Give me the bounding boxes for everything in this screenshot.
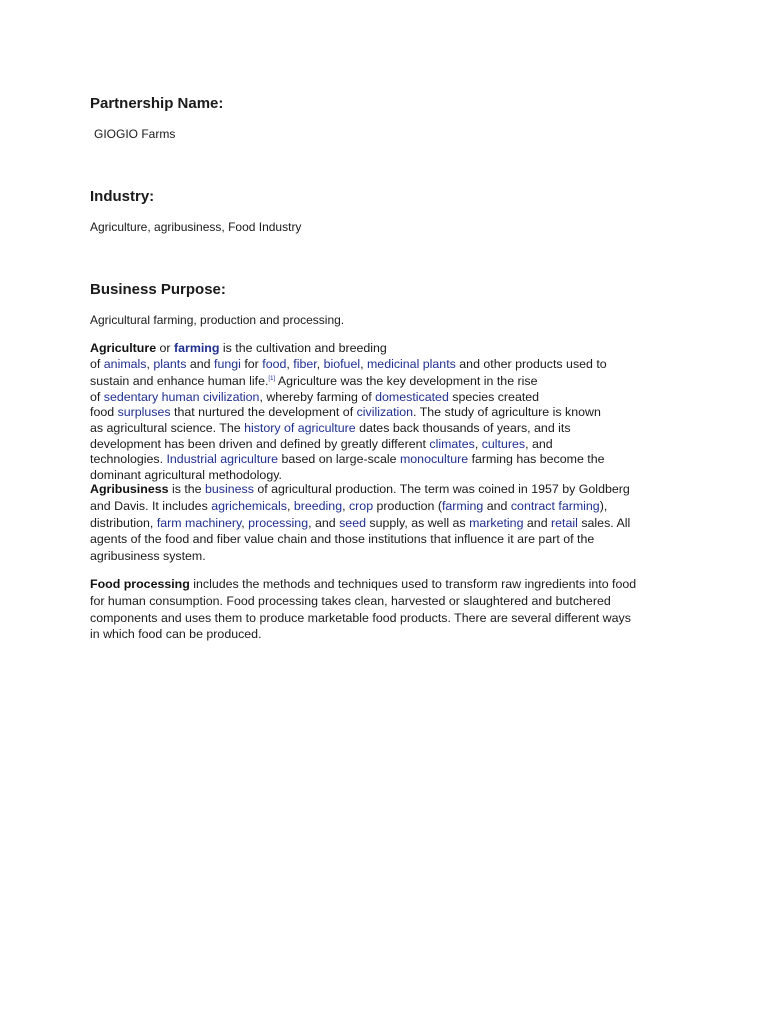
text-run: agribusiness system. [90,549,206,564]
text-run: , whereby farming of [259,389,376,404]
partnership-value: GIOGIO Farms [94,127,176,141]
text-run: as [90,420,107,435]
text-run: production ( [373,498,442,513]
text-run: of [90,356,104,371]
text-run: sales. All [577,515,631,530]
link-farm-machinery[interactable]: farm machinery [156,515,242,530]
link-monoculture[interactable]: monoculture [399,452,469,467]
text-run: or [156,341,174,355]
agriculture-paragraph [90,341,680,483]
link-animals[interactable]: animals [103,356,147,371]
text-run: , [316,356,324,371]
link-marketing[interactable]: marketing [469,515,524,530]
text-run: species created [448,389,540,404]
text-run: ), [599,498,608,513]
text-run: , [241,515,249,530]
link-crop[interactable]: crop [348,498,374,513]
text-run: is the cultivation and breeding [219,341,387,355]
link-civilization[interactable]: civilization [356,405,414,420]
text-run: components and uses them to produce marketable food products. There are several different ways [90,610,631,625]
text-run: Agriculture was the key development in the rise [275,374,538,389]
text-run: , and [308,515,340,530]
text-run: based on large-scale [278,452,400,467]
text-run: development has been driven and defined by greatly different [90,436,430,451]
text-run: includes the methods and techniques used to transform raw ingredients into food [189,577,637,591]
link-farming[interactable]: farming [174,341,220,355]
link-sedentary-civilization[interactable]: sedentary human civilization [103,389,260,404]
link-surpluses[interactable]: surpluses [117,405,171,420]
text-run: distribution, [90,515,157,530]
link-industrial-agriculture[interactable]: Industrial agriculture [166,452,279,467]
text-run: , [286,498,294,513]
text-run: food [90,405,118,420]
text-run: , [146,356,154,371]
text-run: for human consumption. Food processing takes clean, harvested or slaughtered and butchered [90,593,611,608]
link-medicinal-plants[interactable]: medicinal plants [366,356,456,371]
text-run: and other products used to [455,356,607,371]
text-run: , and [525,436,553,451]
link-fungi[interactable]: fungi [214,356,241,371]
agricultural-science-text: agricultural science [106,420,213,435]
text-run: and [483,498,511,513]
agribusiness-term: Agribusiness [90,482,169,496]
link-breeding[interactable]: breeding [293,498,343,513]
text-run: dates back thousands of years, and its [355,420,571,435]
text-run: for [240,356,263,371]
text-run: of agricultural production. The term was coined in 1957 by Goldberg [253,482,630,496]
purpose-heading: Business Purpose: [90,281,226,298]
link-history-of-agriculture[interactable]: history of agriculture [244,420,356,435]
industry-value: Agriculture, agribusiness, Food Industry [90,220,302,234]
link-cultures[interactable]: cultures [481,436,526,451]
text-run: sustain and enhance human life. [90,374,269,389]
text-run: supply, as well as [365,515,470,530]
industry-heading: Industry: [90,188,155,205]
citation-1[interactable]: [1] [268,376,276,383]
text-run: of [90,389,104,404]
text-run: . The study of agriculture is known [413,405,601,420]
link-farming-2[interactable]: farming [441,498,484,513]
text-run: is the [168,482,206,496]
text-run: and Davis. It includes [90,498,212,513]
text-run: and [523,515,552,530]
text-run: , [286,356,294,371]
link-retail[interactable]: retail [551,515,578,530]
link-biofuel[interactable]: biofuel [323,356,361,371]
text-run: farming has become the [468,452,605,467]
text-run: in which food can be produced. [90,627,262,642]
text-run: , [474,436,482,451]
text-run: technologies. [90,452,167,467]
food-processing-paragraph [90,576,680,643]
text-run: that nurtured the development of [170,405,357,420]
text-run: . The [212,420,245,435]
food-processing-term: Food processing [90,577,190,591]
link-business[interactable]: business [205,482,254,496]
text-run: , [342,498,349,513]
text-run: and [186,356,215,371]
link-food[interactable]: food [262,356,287,371]
link-domesticated[interactable]: domesticated [375,389,449,404]
text-run: , [360,356,367,371]
purpose-value: Agricultural farming, production and processing. [90,313,345,327]
link-plants[interactable]: plants [153,356,187,371]
partnership-heading: Partnership Name: [90,95,224,112]
link-contract-farming[interactable]: contract farming [510,498,600,513]
link-fiber[interactable]: fiber [293,356,317,371]
agribusiness-paragraph [90,481,680,565]
agriculture-term: Agriculture [90,341,157,355]
text-run: dominant agricultural methodology. [90,467,282,482]
text-run: agents of the food and fiber value chain and those institutions that influence it are part of the [90,532,595,547]
link-processing[interactable]: processing [248,515,309,530]
link-climates[interactable]: climates [429,436,475,451]
link-agrichemicals[interactable]: agrichemicals [211,498,287,513]
link-seed[interactable]: seed [339,515,366,530]
